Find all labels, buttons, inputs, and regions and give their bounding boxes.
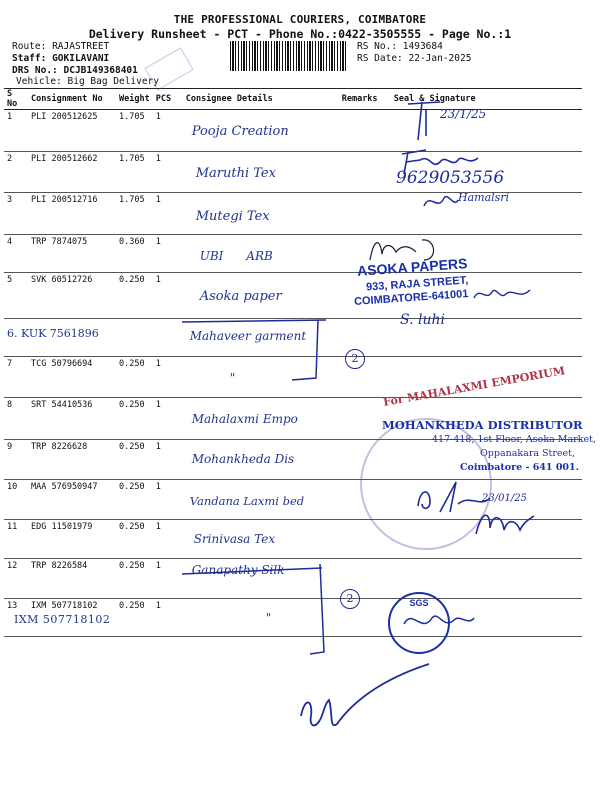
consignee-handwritten: Asoka paper	[199, 289, 282, 304]
drs-value: DCJB149368401	[63, 65, 138, 76]
table-row: 9 TRP 8226628 0.250 1 Mohankheda Dis	[4, 440, 582, 480]
signature-row1-date: 23/1/25	[440, 107, 487, 121]
vehicle-value: Big Bag Delivery	[67, 76, 160, 87]
stamp-mohankheda-addr1: 417-418, 1st Floor, Asoka Market,	[432, 434, 596, 445]
stamp-mohankheda-addr2: Oppanakara Street,	[480, 448, 575, 459]
col-consignee: Consignee Details	[183, 89, 339, 110]
row6-handwritten-consignment: 6. KUK 7561896	[7, 327, 99, 340]
rs-no-value: 1493684	[402, 41, 443, 52]
table-row: 10 MAA 576950947 0.250 1 Vandana Laxmi bed	[4, 480, 582, 520]
table-header-row	[4, 89, 582, 110]
table-row: 1 PLI 200512625 1.705 1 Pooja Creation	[4, 110, 582, 152]
sgs-seal-text: SGS	[409, 598, 429, 608]
ditto-mark: "	[265, 611, 272, 625]
col-pcs: PCS	[153, 89, 183, 110]
circled-mark-row7: 2	[345, 349, 365, 369]
consignee-handwritten: UBI ARB	[199, 249, 273, 263]
consignee-handwritten: Vandana Laxmi bed	[189, 494, 305, 508]
table-row: 13 IXM 507718102 0.250 1 "	[4, 599, 582, 637]
table-row: 12 TRP 8226584 0.250 1 Ganapathy Silk	[4, 559, 582, 599]
signature-row3-mark	[420, 188, 460, 214]
table-row: 7 TCG 50796694 0.250 1 "	[4, 357, 582, 398]
stamp-asoka-city: COIMBATORE-641001	[353, 288, 469, 308]
col-weight: Weight	[116, 89, 153, 110]
consignee-handwritten: Pooja Creation	[191, 124, 289, 139]
signature-row10-date: 23/01/25	[482, 493, 527, 504]
ditto-mark: "	[229, 371, 236, 385]
table-row: 3 PLI 200512716 1.705 1 Mutegi Tex	[4, 193, 582, 235]
table-row: 5 SVK 60512726 0.250 1 Asoka paper	[4, 273, 582, 319]
col-seal-signature: Seal & Signature	[391, 89, 582, 110]
vehicle-line: Vehicle: Big Bag Delivery	[16, 76, 160, 87]
circled-mark-row13: 2	[340, 589, 360, 609]
stamp-mahalaxmi: For MAHALAXMI EMPORIUM	[382, 364, 566, 409]
drs-line: DRS No.: DCJB149368401	[12, 65, 138, 76]
consignee-handwritten: Mohankheda Dis	[191, 452, 295, 466]
stamp-mohankheda-name: MOHANKHEDA DISTRIBUTOR	[382, 418, 583, 432]
staff-line: Staff: GOKILAVANI	[12, 53, 110, 64]
consignee-handwritten: Mahaveer garment	[189, 329, 307, 343]
staff-value: GOKILAVANI	[52, 53, 110, 64]
stamp-asoka-street: 933, RAJA STREET,	[365, 274, 469, 294]
rs-date-line: RS Date: 22-Jan-2025	[357, 53, 472, 64]
signature-row6: S. luhi	[400, 312, 445, 328]
signature-row11	[468, 504, 538, 544]
signature-bottom	[295, 660, 435, 740]
route-line: Route: RAJASTREET	[12, 41, 110, 52]
col-remarks: Remarks	[339, 89, 391, 110]
stamp-mohankheda-city: Coimbatore - 641 001.	[460, 462, 579, 473]
row13-handwritten-consignment: IXM 507718102	[14, 613, 111, 626]
route-value: RAJASTREET	[52, 41, 110, 52]
rs-no-line: RS No.: 1493684	[357, 41, 443, 52]
consignee-handwritten: Mutegi Tex	[195, 209, 270, 224]
table-row: 8 SRT 54410536 0.250 1 Mahalaxmi Empo	[4, 398, 582, 440]
runsheet-subtitle: Delivery Runsheet - PCT - Phone No.:0422-3505555 - Page No.:1	[88, 27, 512, 41]
consignee-handwritten: Maruthi Tex	[195, 166, 276, 181]
bracket-lines-rows6-7	[180, 318, 330, 388]
signature-row1	[400, 96, 450, 144]
bracket-lines-rows12-13	[180, 548, 330, 658]
consignee-handwritten: Ganapathy Silk	[191, 563, 285, 577]
table-row: 4 TRP 7874075 0.360 1 UBI ARB	[4, 235, 582, 273]
consignee-handwritten: Srinivasa Tex	[193, 532, 276, 546]
company-title: THE PROFESSIONAL COURIERS, COIMBATORE	[173, 13, 427, 26]
signature-asoka	[470, 282, 540, 306]
table-row: 11 EDG 11501979 0.250 1 Srinivasa Tex	[4, 520, 582, 559]
phone-handwritten: 9629053556	[396, 168, 505, 188]
table-row: 2 PLI 200512662 1.705 1 Maruthi Tex	[4, 152, 582, 193]
signature-row3-name: Hamalsri	[458, 191, 510, 204]
stamp-asoka-name: ASOKA PAPERS	[356, 255, 468, 279]
col-consignment: Consignment No	[28, 89, 116, 110]
rs-date-value: 22-Jan-2025	[408, 53, 472, 64]
barcode	[230, 41, 348, 71]
signature-row13	[398, 604, 478, 640]
col-sno: S No	[4, 89, 28, 110]
consignee-handwritten: Mahalaxmi Empo	[191, 412, 298, 426]
